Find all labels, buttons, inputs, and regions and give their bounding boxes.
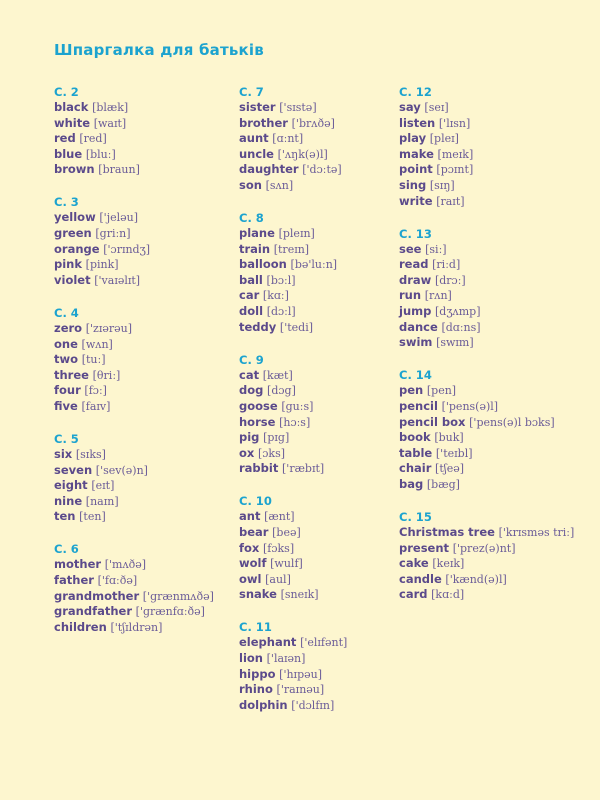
english-word: card xyxy=(399,587,428,602)
transcription: [swɪm] xyxy=(436,336,474,350)
vocab-entry xyxy=(399,194,594,210)
vocab-entry xyxy=(239,651,409,667)
section-title: С. 2 xyxy=(54,85,79,99)
vocab-section xyxy=(239,493,409,603)
vocab-entry xyxy=(399,446,594,462)
transcription: ['laɪən] xyxy=(266,652,306,666)
english-word: bear xyxy=(239,524,269,539)
transcription: [pɔɪnt] xyxy=(436,163,474,177)
english-word: swim xyxy=(399,335,433,350)
vocab-entry xyxy=(239,320,409,336)
section-title: С. 11 xyxy=(239,620,272,635)
english-word: bag xyxy=(399,476,424,491)
english-word: brother xyxy=(239,115,288,130)
vocab-entry xyxy=(54,273,224,289)
vocab-entry xyxy=(399,556,594,572)
vocab-section xyxy=(239,619,409,713)
english-word: eight xyxy=(54,478,88,493)
transcription: ['prez(ə)nt] xyxy=(452,541,516,555)
transcription: ['krɪsməs triː] xyxy=(498,525,575,539)
transcription: [waɪt] xyxy=(93,116,127,130)
vocab-entry xyxy=(239,242,409,258)
vocab-section xyxy=(399,367,594,492)
transcription: ['dɔlfɪn] xyxy=(291,698,335,712)
vocab-entry xyxy=(399,178,594,194)
english-word: ant xyxy=(239,509,261,524)
transcription: ['ʌŋk(ə)l] xyxy=(277,147,328,161)
transcription: [wʌn] xyxy=(81,337,113,351)
english-word: ox xyxy=(239,445,255,460)
transcription: [ten] xyxy=(79,510,106,524)
vocab-entry xyxy=(54,368,224,384)
transcription: [kɑːd] xyxy=(431,588,465,602)
english-word: snake xyxy=(239,587,277,602)
transcription: ['grænmʌðə] xyxy=(142,589,214,603)
vocab-entry xyxy=(239,288,409,304)
english-word: chair xyxy=(399,461,432,476)
vocab-entry xyxy=(54,100,224,116)
vocab-entry xyxy=(54,509,224,525)
english-word: make xyxy=(399,146,434,161)
transcription: [eɪt] xyxy=(91,479,115,493)
vocab-column xyxy=(54,84,224,652)
vocab-section xyxy=(399,84,594,209)
english-word: cake xyxy=(399,556,429,571)
english-word: owl xyxy=(239,571,262,586)
vocab-entry xyxy=(239,461,409,477)
transcription: [dɔg] xyxy=(267,384,296,398)
vocab-entry xyxy=(399,320,594,336)
vocab-entry xyxy=(54,162,224,178)
vocab-entry xyxy=(399,461,594,477)
vocab-column xyxy=(239,84,409,730)
english-word: grandmother xyxy=(54,588,140,603)
vocab-entry xyxy=(54,242,224,258)
vocab-entry xyxy=(239,509,409,525)
english-word: table xyxy=(399,445,433,460)
vocab-section xyxy=(54,541,224,635)
vocab-entry xyxy=(54,573,224,589)
vocab-entry xyxy=(54,352,224,368)
vocab-section xyxy=(399,509,594,603)
vocab-entry xyxy=(239,525,409,541)
section-title: С. 3 xyxy=(54,195,79,210)
english-word: doll xyxy=(239,304,264,319)
english-word: orange xyxy=(54,241,100,256)
english-word: candle xyxy=(399,571,442,586)
transcription: [rʌn] xyxy=(424,289,452,303)
vocab-section xyxy=(239,84,409,194)
vocab-entry xyxy=(399,587,594,603)
english-word: draw xyxy=(399,272,432,287)
english-word: father xyxy=(54,573,94,588)
section-title: С. 12 xyxy=(399,85,432,99)
transcription: ['lɪsn] xyxy=(438,116,471,130)
english-word: cat xyxy=(239,367,260,382)
vocab-section xyxy=(54,305,224,415)
vocab-entry xyxy=(399,541,594,557)
vocab-entry xyxy=(239,698,409,714)
transcription: [blæk] xyxy=(92,101,129,114)
english-word: dolphin xyxy=(239,697,288,712)
english-word: lion xyxy=(239,651,263,666)
english-word: yellow xyxy=(54,210,96,225)
vocab-entry xyxy=(239,273,409,289)
vocab-entry xyxy=(239,116,409,132)
transcription: ['jeləu] xyxy=(99,211,139,225)
english-word: zero xyxy=(54,320,83,335)
vocab-entry xyxy=(54,447,224,463)
english-word: violet xyxy=(54,272,91,287)
vocab-section xyxy=(54,194,224,288)
english-word: one xyxy=(54,336,78,351)
vocab-entry xyxy=(54,147,224,163)
vocab-entry xyxy=(239,446,409,462)
vocab-entry xyxy=(54,116,224,132)
transcription: ['vaɪəlɪt] xyxy=(94,273,141,287)
english-word: wolf xyxy=(239,556,267,571)
english-word: play xyxy=(399,131,427,146)
transcription: [keɪk] xyxy=(432,557,465,571)
vocab-entry xyxy=(54,478,224,494)
vocab-entry xyxy=(239,541,409,557)
transcription: ['tʃɪldrən] xyxy=(110,620,163,634)
transcription: [ɑːnt] xyxy=(272,132,304,146)
english-word: pencil xyxy=(399,398,438,413)
english-word: hippo xyxy=(239,666,276,681)
transcription: [guːs] xyxy=(281,399,314,413)
english-word: rhino xyxy=(239,682,273,697)
vocab-entry xyxy=(399,273,594,289)
transcription: [meɪk] xyxy=(437,147,474,161)
transcription: [pink] xyxy=(85,258,119,272)
vocab-entry xyxy=(399,335,594,351)
english-word: sister xyxy=(239,100,276,114)
english-word: mother xyxy=(54,557,102,572)
transcription: [kɑː] xyxy=(262,289,289,303)
vocab-entry xyxy=(239,667,409,683)
transcription: ['zɪərəu] xyxy=(85,321,133,335)
english-word: Christmas tree xyxy=(399,524,495,539)
transcription: [bluː] xyxy=(85,147,116,161)
transcription: [buk] xyxy=(434,431,464,445)
english-word: three xyxy=(54,367,89,382)
vocab-entry xyxy=(399,131,594,147)
vocab-entry xyxy=(399,242,594,258)
transcription: ['elɪfənt] xyxy=(300,636,348,650)
transcription: ['ræbɪt] xyxy=(282,462,325,476)
transcription: [dʒʌmp] xyxy=(435,305,481,319)
english-word: goose xyxy=(239,398,278,413)
transcription: [aul] xyxy=(265,572,291,586)
transcription: ['mʌðə] xyxy=(104,558,147,572)
transcription: [braun] xyxy=(98,163,140,177)
transcription: [drɔː] xyxy=(434,273,466,287)
english-word: see xyxy=(399,241,422,256)
english-word: four xyxy=(54,383,81,398)
english-word: book xyxy=(399,430,431,445)
transcription: [sɪks] xyxy=(75,448,106,461)
vocab-section xyxy=(54,84,224,178)
vocab-entry xyxy=(239,162,409,178)
vocab-entry xyxy=(399,116,594,132)
transcription: ['sɪstə] xyxy=(279,101,317,114)
vocab-entry xyxy=(399,430,594,446)
vocab-entry xyxy=(239,178,409,194)
english-word: sing xyxy=(399,177,427,192)
vocab-section xyxy=(399,226,594,351)
transcription: [riːd] xyxy=(432,258,461,272)
vocab-entry xyxy=(399,477,594,493)
vocab-entry xyxy=(54,589,224,605)
transcription: [pɪg] xyxy=(263,431,290,445)
vocab-entry xyxy=(239,383,409,399)
vocab-entry xyxy=(239,100,409,116)
section-title: С. 13 xyxy=(399,226,432,241)
english-word: green xyxy=(54,226,92,241)
transcription: [fɔks] xyxy=(262,541,295,555)
vocab-entry xyxy=(54,337,224,353)
transcription: ['tedi] xyxy=(279,320,314,334)
transcription: [bə'luːn] xyxy=(290,258,338,272)
vocab-entry xyxy=(54,210,224,226)
transcription: [sɪŋ] xyxy=(429,178,455,192)
english-word: dog xyxy=(239,383,264,398)
english-word: write xyxy=(399,193,433,208)
vocab-entry xyxy=(239,430,409,446)
transcription: [dɔːl] xyxy=(266,305,296,319)
english-word: six xyxy=(54,447,73,461)
section-title: С. 4 xyxy=(54,305,79,320)
vocab-entry xyxy=(54,463,224,479)
vocab-section xyxy=(54,431,224,525)
english-word: car xyxy=(239,288,260,303)
vocab-entry xyxy=(239,304,409,320)
transcription: ['dɔːtə] xyxy=(302,163,342,177)
transcription: [naɪn] xyxy=(85,494,119,508)
transcription: [red] xyxy=(79,132,107,146)
english-word: point xyxy=(399,162,433,177)
vocab-entry xyxy=(239,415,409,431)
english-word: uncle xyxy=(239,146,274,161)
english-word: plane xyxy=(239,226,275,241)
english-word: balloon xyxy=(239,257,287,272)
english-word: read xyxy=(399,257,429,272)
english-word: elephant xyxy=(239,635,297,650)
english-word: black xyxy=(54,100,89,114)
vocab-entry xyxy=(399,162,594,178)
transcription: [siː] xyxy=(425,242,447,256)
english-word: dance xyxy=(399,319,438,334)
english-word: ball xyxy=(239,272,263,287)
transcription: ['teɪbl] xyxy=(435,446,473,460)
vocab-entry xyxy=(239,368,409,384)
transcription: ['brʌðə] xyxy=(291,116,335,130)
transcription: [θriː] xyxy=(92,368,121,382)
vocab-entry xyxy=(239,682,409,698)
english-word: nine xyxy=(54,493,83,508)
vocab-entry xyxy=(54,399,224,415)
transcription: [pleɪ] xyxy=(429,132,459,146)
section-title: С. 7 xyxy=(239,85,264,99)
transcription: [bæg] xyxy=(426,477,460,491)
vocab-entry xyxy=(239,556,409,572)
vocab-entry xyxy=(399,525,594,541)
english-word: pen xyxy=(399,383,424,398)
english-word: say xyxy=(399,100,421,114)
section-title: С. 15 xyxy=(399,509,432,524)
english-word: run xyxy=(399,288,422,303)
transcription: [tʃeə] xyxy=(435,462,465,476)
vocab-entry xyxy=(239,147,409,163)
transcription: [griːn] xyxy=(95,227,131,241)
transcription: [beə] xyxy=(272,525,301,539)
english-word: horse xyxy=(239,414,276,429)
english-word: listen xyxy=(399,115,436,130)
vocab-entry xyxy=(54,226,224,242)
vocab-entry xyxy=(239,572,409,588)
english-word: two xyxy=(54,352,79,367)
vocab-entry xyxy=(399,304,594,320)
page-title: Шпаргалка для батьків xyxy=(54,41,264,59)
section-title: С. 14 xyxy=(399,368,432,383)
vocab-column xyxy=(399,84,594,619)
english-word: rabbit xyxy=(239,461,279,476)
transcription: ['ɔrɪndʒ] xyxy=(103,242,151,256)
transcription: ['kænd(ə)l] xyxy=(445,572,507,586)
english-word: five xyxy=(54,398,78,413)
english-word: red xyxy=(54,131,76,146)
transcription: [hɔːs] xyxy=(279,415,311,429)
english-word: white xyxy=(54,115,91,130)
english-word: ten xyxy=(54,509,76,524)
vocab-entry xyxy=(399,288,594,304)
vocab-entry xyxy=(54,620,224,636)
vocab-entry xyxy=(239,226,409,242)
vocab-entry xyxy=(239,635,409,651)
transcription: [pen] xyxy=(426,384,457,398)
english-word: jump xyxy=(399,304,432,319)
transcription: [kæt] xyxy=(262,368,293,382)
vocab-entry xyxy=(399,147,594,163)
vocab-entry xyxy=(54,557,224,573)
section-title: С. 10 xyxy=(239,494,272,509)
transcription: [seɪ] xyxy=(424,101,449,114)
section-title: С. 8 xyxy=(239,211,264,226)
english-word: fox xyxy=(239,540,260,555)
english-word: pencil box xyxy=(399,414,466,429)
vocab-entry xyxy=(239,399,409,415)
transcription: [pleɪn] xyxy=(278,227,315,241)
english-word: pink xyxy=(54,257,83,272)
vocab-entry xyxy=(239,587,409,603)
transcription: ['raɪnəu] xyxy=(276,683,325,697)
transcription: [fɔː] xyxy=(84,384,107,398)
section-title: С. 5 xyxy=(54,432,79,446)
english-word: aunt xyxy=(239,131,269,146)
transcription: [wulf] xyxy=(270,557,303,571)
english-word: children xyxy=(54,619,107,634)
english-word: blue xyxy=(54,146,83,161)
vocab-entry xyxy=(54,131,224,147)
english-word: pig xyxy=(239,430,260,445)
transcription: ['pens(ə)l bɔks] xyxy=(469,415,555,429)
english-word: train xyxy=(239,241,271,256)
transcription: [faɪv] xyxy=(81,399,111,413)
vocab-entry xyxy=(54,257,224,273)
transcription: [sneɪk] xyxy=(280,588,319,602)
english-word: daughter xyxy=(239,162,299,177)
english-word: son xyxy=(239,177,262,192)
vocab-entry xyxy=(239,131,409,147)
vocab-entry xyxy=(399,399,594,415)
vocab-entry xyxy=(54,383,224,399)
vocab-entry xyxy=(399,572,594,588)
vocab-entry xyxy=(54,494,224,510)
transcription: [tuː] xyxy=(81,353,106,367)
transcription: [raɪt] xyxy=(436,194,465,208)
transcription: ['grænfɑːðə] xyxy=(135,605,205,619)
vocab-entry xyxy=(399,257,594,273)
vocab-section xyxy=(239,210,409,335)
transcription: [bɔːl] xyxy=(266,273,296,287)
vocab-entry xyxy=(239,257,409,273)
transcription: ['sev(ə)n] xyxy=(95,463,148,477)
english-word: seven xyxy=(54,462,93,477)
vocab-entry xyxy=(399,100,594,116)
section-title: С. 9 xyxy=(239,352,264,367)
transcription: [dɑːns] xyxy=(441,320,481,334)
transcription: [ænt] xyxy=(264,510,295,524)
transcription: [sʌn] xyxy=(265,178,294,192)
vocab-section xyxy=(239,352,409,477)
transcription: ['pens(ə)l] xyxy=(441,399,499,413)
transcription: ['fɑːðə] xyxy=(97,574,138,588)
vocab-entry xyxy=(399,415,594,431)
english-word: teddy xyxy=(239,319,277,334)
english-word: brown xyxy=(54,162,95,177)
english-word: grandfather xyxy=(54,604,133,619)
transcription: [ɔks] xyxy=(257,446,286,460)
vocab-entry xyxy=(54,321,224,337)
vocab-entry xyxy=(54,604,224,620)
section-title: С. 6 xyxy=(54,542,79,557)
transcription: [treɪn] xyxy=(273,242,310,256)
vocab-entry xyxy=(399,383,594,399)
transcription: ['hɪpəu] xyxy=(279,667,323,681)
english-word: present xyxy=(399,540,450,555)
